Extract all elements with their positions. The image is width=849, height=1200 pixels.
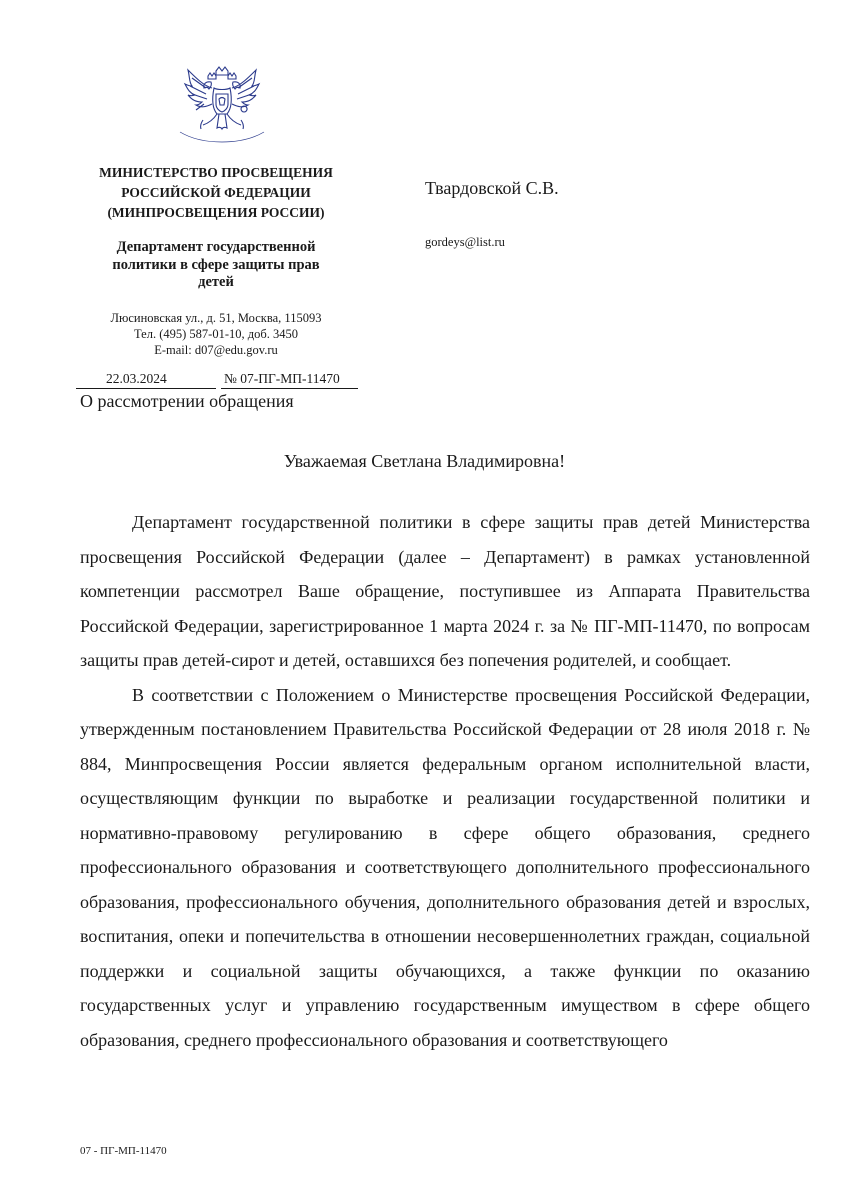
letter-date: 22.03.2024 — [76, 370, 216, 389]
addressee-email: gordeys@list.ru — [425, 235, 505, 249]
ministry-contacts — [80, 310, 352, 358]
russian-coat-of-arms-icon — [178, 66, 266, 144]
body-paragraph: Департамент государственной политики в сфере защиты прав детей Министерства просвещения Российской Федерации (далее – Департамент) в рамках установленной компетенции рассмотрел Ваше обращение, поступившее из Аппарата Правительства Российской Федерации, зарегистрированное 1 марта 2024 г. за № ПГ-МП-11470, по вопросам защиты прав детей-сирот и детей, оставшихся без попечения родителей, и сообщает. — [80, 512, 810, 670]
department-name-line: детей — [198, 274, 234, 290]
body-paragraph: В соответствии с Положением о Министерстве просвещения Российской Федерации, утвержденным постановлением Правительства Российской Федерации от 28 июля 2018 г. № 884, Минпросвещения России является федеральным органом исполнительной власти, осуществляющим функции по выработке и реализации государственной политики и нормативно-правовому регулированию в сфере общего образования, среднего профессионального образования и соответствующего дополнительного профессионального образования, профессионального обучения, дополнительного образования детей и взрослых, воспитания, опеки и попечительства в отношении несовершеннолетних граждан, социальной поддержки и социальной защиты обучающихся, а также функции по оказанию государственных услуг и управлению государственным имуществом в сфере общего образования, среднего профессионального образования и соответствующего — [80, 684, 810, 1050]
letter-body — [80, 505, 810, 1057]
ministry-short-name: (МИНПРОСВЕЩЕНИЯ РОССИИ) — [107, 205, 325, 220]
ministry-name-line: МИНИСТЕРСТВО ПРОСВЕЩЕНИЯ — [99, 165, 333, 180]
addressee-name: Твардовской С.В. — [425, 178, 559, 198]
ministry-phone: Тел. (495) 587-01-10, доб. 3450 — [134, 327, 298, 341]
registration-line — [76, 370, 358, 390]
department-name-line: Департамент государственной — [116, 239, 316, 255]
ministry-name-line: РОССИЙСКОЙ ФЕДЕРАЦИИ — [121, 185, 311, 200]
letter-number: № 07-ПГ-МП-11470 — [221, 370, 358, 389]
salutation: Уважаемая Светлана Владимировна! — [283, 451, 566, 471]
letter-subject: О рассмотрении обращения — [80, 391, 294, 411]
footer-document-number: 07 - ПГ-МП-11470 — [80, 1145, 167, 1157]
ministry-email: E-mail: d07@edu.gov.ru — [154, 343, 278, 357]
ministry-address: Люсиновская ул., д. 51, Москва, 115093 — [110, 311, 322, 325]
ministry-name — [80, 163, 352, 223]
department-name — [80, 239, 352, 292]
department-name-line: политики в сфере защиты прав — [112, 256, 320, 273]
